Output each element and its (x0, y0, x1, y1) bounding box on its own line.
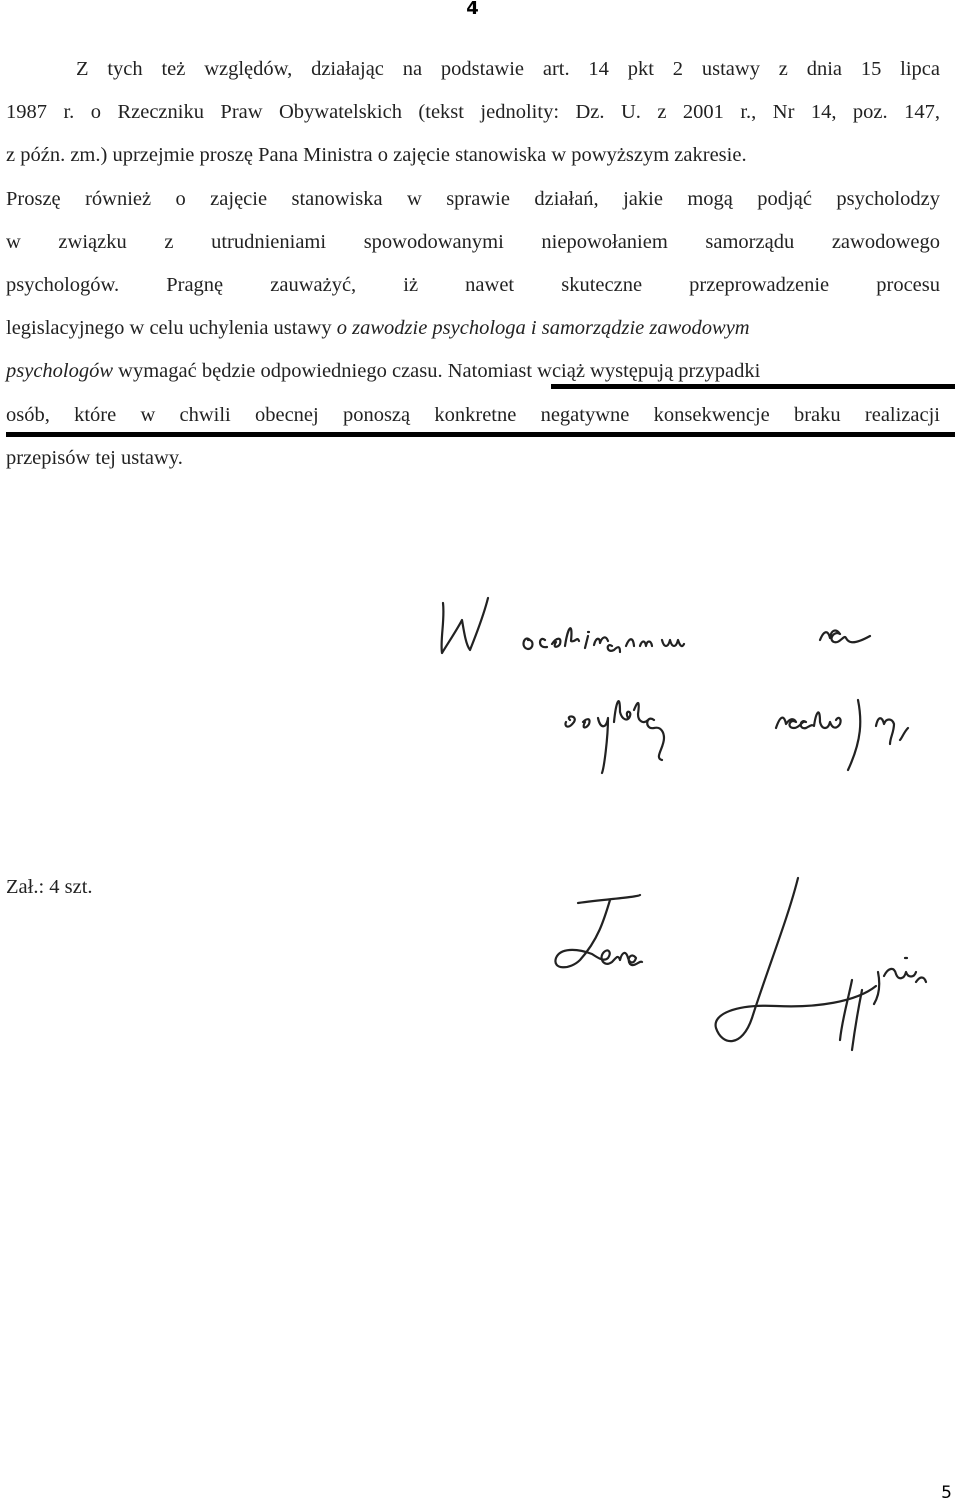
underline-mark-2 (6, 432, 955, 437)
body-line-8-text: wymagać będzie odpowiedniego czasu. Natomiast wciąż występują przypadki (113, 360, 761, 383)
handwriting-reakcje (776, 700, 908, 770)
handwriting-szybka (565, 701, 664, 773)
body-line-9: osób, które w chwili obecnej ponoszą konkretne negatywne konsekwencje braku realizacji (6, 403, 940, 426)
law-title-italic-end: psychologów (6, 360, 114, 383)
body-line-6: psychologów. Pragnę zauważyć, iż nawet skuteczne przeprowadzenie procesu (6, 273, 940, 296)
signature-irena (555, 895, 642, 967)
attachment-note: Zał.: 4 szt. (6, 876, 93, 898)
body-line-7-text: legislacyjnego w celu uchylenia ustawy (6, 317, 337, 340)
letter-body (6, 48, 940, 480)
page-number-bottom: 5 (941, 1483, 952, 1503)
body-line-3: z późn. zm.) uprzejmie proszę Pana Ministra o zajęcie stanowiska w powyższym zakresie. (6, 144, 747, 167)
body-line-2: 1987 r. o Rzeczniku Praw Obywatelskich (tekst jednolity: Dz. U. z 2001 r., Nr 14, poz. 147, (6, 101, 940, 124)
underline-mark-1 (551, 384, 955, 389)
signature-lipowicz (716, 878, 926, 1050)
handwriting-w (442, 598, 488, 653)
body-line-4: Proszę również o zajęcie stanowiska w sprawie działań, jakie mogą podjąć psycholodzy (6, 187, 940, 210)
handwriting-na (820, 631, 870, 643)
body-line-1: Z tych też względów, działając na podstawie art. 14 pkt 2 ustawy z dnia 15 lipca (76, 58, 940, 80)
page-number-top: 4 (466, 0, 479, 19)
law-title-italic: o zawodzie psychologa i samorządzie zawodowym (336, 317, 750, 340)
body-line-7 (6, 307, 940, 350)
body-line-10: przepisów tej ustawy. (6, 446, 183, 469)
handwriting-oczekiwaniu (524, 628, 684, 652)
body-line-5: w związku z utrudnieniami spowodowanymi niepowołaniem samorządu zawodowego (6, 230, 940, 253)
